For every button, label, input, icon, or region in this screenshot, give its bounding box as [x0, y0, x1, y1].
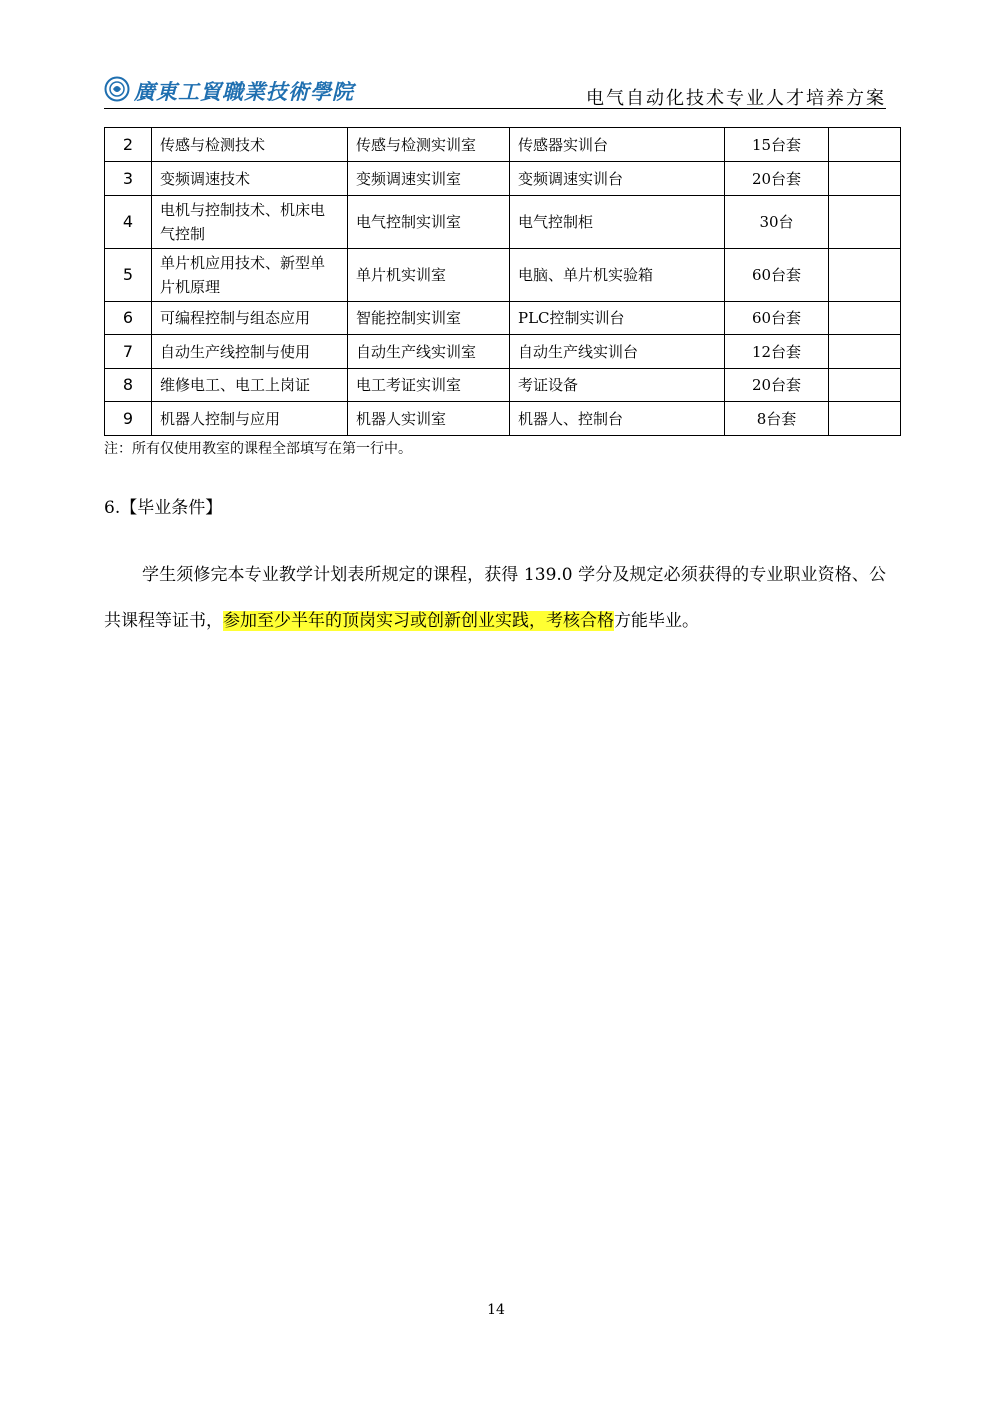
room-cell: 电气控制实训室 — [348, 196, 510, 249]
table-row — [105, 402, 901, 436]
quantity-cell: 60台套 — [725, 302, 829, 335]
remark-cell — [829, 369, 901, 402]
row-number: 3 — [105, 162, 152, 196]
row-number: 2 — [105, 128, 152, 162]
course-cell: 变频调速技术 — [152, 162, 348, 196]
room-cell: 自动生产线实训室 — [348, 335, 510, 369]
equipment-cell: PLC控制实训台 — [510, 302, 725, 335]
course-cell: 维修电工、电工上岗证 — [152, 369, 348, 402]
remark-cell — [829, 402, 901, 436]
college-logo-icon — [104, 76, 130, 102]
header-divider — [104, 108, 886, 109]
section-heading: 6.【毕业条件】 — [104, 498, 223, 518]
equipment-cell: 电气控制柜 — [510, 196, 725, 249]
equipment-cell: 自动生产线实训台 — [510, 335, 725, 369]
course-cell: 传感与检测技术 — [152, 128, 348, 162]
row-number: 6 — [105, 302, 152, 335]
graduation-requirements-paragraph — [104, 552, 886, 644]
document-title: 电气自动化技术专业人才培养方案 — [586, 88, 886, 109]
table-row — [105, 196, 901, 249]
quantity-cell: 15台套 — [725, 128, 829, 162]
equipment-cell: 电脑、单片机实验箱 — [510, 249, 725, 302]
row-number: 9 — [105, 402, 152, 436]
quantity-cell: 60台套 — [725, 249, 829, 302]
course-cell: 自动生产线控制与使用 — [152, 335, 348, 369]
course-cell: 机器人控制与应用 — [152, 402, 348, 436]
quantity-cell: 30台 — [725, 196, 829, 249]
equipment-cell: 考证设备 — [510, 369, 725, 402]
table-row — [105, 249, 901, 302]
quantity-cell: 8台套 — [725, 402, 829, 436]
quantity-cell: 20台套 — [725, 369, 829, 402]
equipment-table — [104, 127, 901, 436]
table-row — [105, 302, 901, 335]
remark-cell — [829, 196, 901, 249]
course-cell: 可编程控制与组态应用 — [152, 302, 348, 335]
room-cell: 智能控制实训室 — [348, 302, 510, 335]
room-cell: 变频调速实训室 — [348, 162, 510, 196]
page-number: 14 — [487, 1302, 505, 1318]
row-number: 5 — [105, 249, 152, 302]
quantity-cell: 12台套 — [725, 335, 829, 369]
remark-cell — [829, 128, 901, 162]
page-header — [104, 72, 886, 110]
row-number: 7 — [105, 335, 152, 369]
highlighted-text: 参加至少半年的顶岗实习或创新创业实践，考核合格 — [223, 611, 614, 631]
remark-cell — [829, 335, 901, 369]
quantity-cell: 20台套 — [725, 162, 829, 196]
table-note: 注：所有仅使用教室的课程全部填写在第一行中。 — [104, 441, 412, 457]
equipment-cell: 传感器实训台 — [510, 128, 725, 162]
equipment-cell: 变频调速实训台 — [510, 162, 725, 196]
table-row — [105, 335, 901, 369]
room-cell: 单片机实训室 — [348, 249, 510, 302]
college-logo-text: 廣東工貿職業技術學院 — [134, 79, 354, 104]
paragraph-text-end: 方能毕业。 — [614, 611, 699, 631]
table-row — [105, 369, 901, 402]
room-cell: 电工考证实训室 — [348, 369, 510, 402]
course-cell: 电机与控制技术、机床电气控制 — [152, 196, 348, 249]
paragraph-text: 学生须修完本专业教学计划表所规定的课程，获得 139.0 学分及规定必须获得的专业职业资格、公共课程等证书， — [104, 565, 886, 631]
course-cell: 单片机应用技术、新型单片机原理 — [152, 249, 348, 302]
remark-cell — [829, 302, 901, 335]
room-cell: 机器人实训室 — [348, 402, 510, 436]
row-number: 8 — [105, 369, 152, 402]
remark-cell — [829, 249, 901, 302]
room-cell: 传感与检测实训室 — [348, 128, 510, 162]
remark-cell — [829, 162, 901, 196]
table-row — [105, 128, 901, 162]
row-number: 4 — [105, 196, 152, 249]
equipment-cell: 机器人、控制台 — [510, 402, 725, 436]
table-row — [105, 162, 901, 196]
